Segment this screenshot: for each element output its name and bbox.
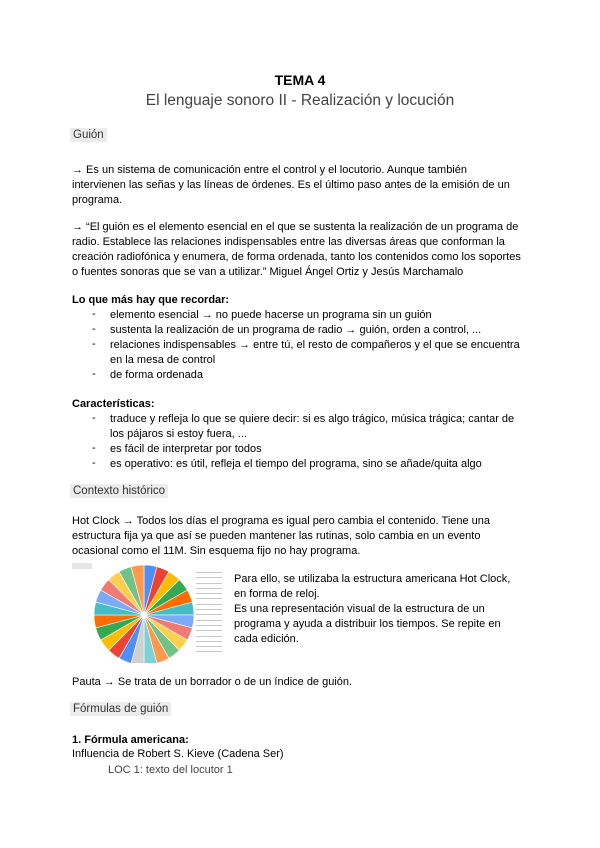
pauta-text: Pauta → Se trata de un borrador o de un índice de guión. [72,676,353,688]
guion-p2-line2: radio. Establece las relaciones indispensables entre las diversas áreas que conforman la [72,236,505,248]
guion-p1-line2: intervienen las señas y las líneas de órdenes. Es el último paso antes de la emisión de un [72,179,510,191]
legend-entry [196,577,222,578]
legend-entry [196,625,222,626]
figure-text-line4: programa y ayuda a distribuir los tiempos. Se repite en [234,618,501,630]
page-subtitle: El lenguaje sonoro II - Realización y locución [145,92,455,109]
bullet-dash: - [92,412,96,424]
legend-entry [196,630,222,631]
legend-entry [196,572,222,573]
legend-entry [196,641,222,642]
formula-americana-heading: 1. Fórmula americana: [72,734,189,746]
legend-entry [196,620,222,621]
page-title: TEMA 4 [274,72,326,88]
bullet-dash: - [92,457,96,469]
guion-p2-line4: o fuentes sonoras que se van a utilizar.” Miguel Ángel Ortiz y Jesús Marchamalo [72,266,464,278]
section-heading-contexto: Contexto histórico [70,484,168,498]
contexto-line1: Hot Clock → Todos los días el programa es igual pero cambia el contenido. Tiene una [72,515,491,527]
guion-p1-line3: programa. [72,194,123,206]
legend-entry [196,583,222,584]
guion-p2-line3: creación radiofónica y enumera, de forma ordenada, tanto los contenidos como los soportes [72,251,521,263]
section-heading-formulas: Fórmulas de guión [70,702,171,716]
bullet-dash: - [92,338,96,350]
figure-text-line2: en forma de reloj. [234,588,320,600]
legend-entry [196,598,222,599]
caracteristica-item-1-cont: los pájaros si estoy fuera, ... [110,428,247,440]
figure-text-line3: Es una representación visual de la estructura de un [234,603,485,615]
legend-entry [196,614,222,615]
recordar-item-3-cont: en la mesa de control [110,354,216,366]
chart-legend [196,572,226,657]
caracteristica-item-3: es operativo: es útil, refleja el tiempo del programa, sino se añade/quita algo [110,458,482,470]
bullet-dash: - [92,323,96,335]
figure-text-line5: cada edición. [234,633,299,645]
bullet-dash: - [92,442,96,454]
legend-entry [196,593,222,594]
section-heading-guion: Guión [70,128,107,142]
guion-p1-line1: → Es un sistema de comunicación entre el control y el locutorio. Aunque también [72,164,467,176]
figure-caption-mark [72,563,92,569]
guion-p2-line1: → “El guión es el elemento esencial en el que se sustenta la realización de un programa de [72,221,519,233]
contexto-line2: estructura fija ya que así se pueden mantener las rutinas, solo cambia en un evento [72,530,481,542]
bullet-dash: - [92,308,96,320]
legend-entry [196,609,222,610]
caracteristica-item-1: traduce y refleja lo que se quiere decir: si es algo trágico, música trágica; cantar de [110,413,515,425]
formula-americana-line1: Influencia de Robert S. Kieve (Cadena Ser) [72,748,284,760]
legend-entry [196,588,222,589]
legend-entry [196,646,222,647]
formula-americana-line2: LOC 1: texto del locutor 1 [108,764,233,776]
recordar-heading: Lo que más hay que recordar: [72,294,230,306]
bullet-dash: - [92,368,96,380]
recordar-item-1: elemento esencial → no puede hacerse un programa sin un guión [110,309,432,321]
legend-entry [196,636,222,637]
recordar-item-4: de forma ordenada [110,369,203,381]
legend-entry [196,651,222,652]
recordar-item-3: relaciones indispensables → entre tú, el resto de compañeros y el que se encuentra [110,339,520,351]
caracteristicas-heading: Características: [72,398,155,410]
legend-entry [196,604,222,605]
figure-text-line1: Para ello, se utilizaba la estructura americana Hot Clock, [234,573,511,585]
caracteristica-item-2: es fácil de interpretar por todos [110,443,262,455]
recordar-item-2: sustenta la realización de un programa de radio → guión, orden a control, ... [110,324,482,336]
contexto-line3: ocasional como el 11M. Sin esquema fijo no hay programa. [72,545,361,557]
